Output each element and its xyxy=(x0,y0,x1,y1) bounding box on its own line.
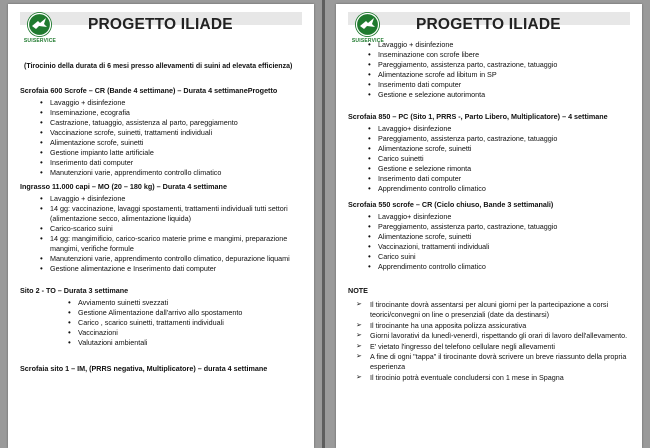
section-title: Scrofaia 850 – PC (Sito 1, PRRS -, Parto Libero, Multiplicatore) – 4 settimane xyxy=(348,112,608,121)
list-item: • Gestione e selezione autorimonta xyxy=(368,90,632,100)
section-scrofaia-sito-1 xyxy=(20,364,304,374)
page-title: PROGETTO ILIADE xyxy=(416,16,561,33)
list-item: • Alimentazione scrofe, suinetti xyxy=(368,144,632,154)
list-item: • Lavaggio+ disinfezione xyxy=(368,212,632,222)
list-item: • Inseminazione, ecografia xyxy=(40,108,304,118)
note-item: ➢ Giorni lavorativi da lunedì-venerdì, rispettando gli orari di lavoro dell'allevamento. xyxy=(356,331,632,341)
document-page-left xyxy=(8,4,314,448)
list-item: • Valutazioni ambientali xyxy=(68,338,304,348)
list-item: • Gestione alimentazione e Inserimento dati computer xyxy=(40,264,304,274)
list-item: • Manutenzioni varie, apprendimento controllo climatico xyxy=(40,168,304,178)
list-item: • Vaccinazioni, trattamenti individuali xyxy=(368,242,632,252)
note-item: ➢ Il tirocinante ha una apposita polizza assicurativa xyxy=(356,321,632,331)
list-item: • Vaccinazioni xyxy=(68,328,304,338)
list-item: • Vaccinazione scrofe, suinetti, trattamenti individuali xyxy=(40,128,304,138)
list-item: • 14 gg: vaccinazione, lavaggi spostamenti, trattamenti individuali tutti settori (alimentazione secco, alimentazione liquida) xyxy=(40,204,304,224)
list-item: • Carico suini xyxy=(368,252,632,262)
list-item: • 14 gg: mangimificio, carico-scarico materie prime e mangimi, preparazione mangimi, verifiche formule xyxy=(40,234,304,254)
notes-title: NOTE xyxy=(348,286,368,295)
list-item: • Inserimento dati computer xyxy=(40,158,304,168)
list-item: • Lavaggio + disinfezione xyxy=(368,40,632,50)
list-item: • Avviamento suinetti svezzati xyxy=(68,298,304,308)
note-item: ➢ Il tirocinio potrà eventuale concludersi con 1 mese in Spagna xyxy=(356,373,632,383)
logo-text: SUISERVICE xyxy=(351,38,385,44)
list-item: • Inserimento dati computer xyxy=(368,174,632,184)
note-item: ➢ A fine di ogni "tappa" il tirocinante dovrà scrivere un breve riassunto della propria esperienza xyxy=(356,352,632,372)
list-item: • Pareggiamento, assistenza parto, castrazione, tatuaggio xyxy=(368,134,632,144)
logo-text: SUISERVICE xyxy=(23,38,57,44)
page-title: PROGETTO ILIADE xyxy=(88,16,233,33)
list-item: • Inserimento dati computer xyxy=(368,80,632,90)
section-title: Ingrasso 11.000 capi – MO (20 – 180 kg) – Durata 4 settimane xyxy=(20,182,227,191)
list-item: • Alimentazione scrofe, suinetti xyxy=(40,138,304,148)
list-item: • Alimentazione scrofe ad libitum in SP xyxy=(368,70,632,80)
list-item: • Carico suinetti xyxy=(368,154,632,164)
suiservice-logo xyxy=(22,12,58,56)
list-item: • Inseminazione con scrofe libere xyxy=(368,50,632,60)
notes-section xyxy=(348,286,632,383)
list-item: • Castrazione, tatuaggio, assistenza al parto, pareggiamento xyxy=(40,118,304,128)
note-item: ➢ E' vietato l'ingresso del telefono cellulare negli allevamenti xyxy=(356,342,632,352)
list-item: • Gestione e selezione rimonta xyxy=(368,164,632,174)
list-item: • Apprendimento controllo climatico xyxy=(368,262,632,272)
list-item: • Apprendimento controllo climatico xyxy=(368,184,632,194)
section-scrofaia-550 xyxy=(348,200,632,272)
list-item: • Lavaggio + disinfezione xyxy=(40,98,304,108)
section-scrofaia-850 xyxy=(348,112,632,194)
page-content xyxy=(348,40,632,383)
section-scrofaia-600 xyxy=(20,86,304,178)
section-title: Sito 2 - TO – Durata 3 settimane xyxy=(20,286,129,295)
section-title: Scrofaia 600 Scrofe – CR (Bande 4 settimane) – Durata 4 settimaneProgetto xyxy=(20,86,278,95)
list-item: • Carico-scarico suini xyxy=(40,224,304,234)
intro-text: (Tirocinio della durata di 6 mesi presso allevamenti di suini ad elevata efficienza) xyxy=(24,63,293,70)
section-title: Scrofaia sito 1 – IM, (PRRS negativa, Multiplicatore) – durata 4 settimane xyxy=(20,364,268,373)
list-item: • Gestione impianto latte artificiale xyxy=(40,148,304,158)
list-item: • Pareggiamento, assistenza parto, castrazione, tatuaggio xyxy=(368,222,632,232)
list-item: • Gestione Alimentazione dall'arrivo allo spostamento xyxy=(68,308,304,318)
list-item: • Alimentazione scrofe, suinetti xyxy=(368,232,632,242)
section-ingrasso xyxy=(20,182,304,274)
list-item: • Pareggiamento, assistenza parto, castrazione, tatuaggio xyxy=(368,60,632,70)
document-page-right xyxy=(336,4,642,448)
pig-icon xyxy=(27,12,52,37)
section-title: Scrofaia 550 scrofe – CR (Ciclo chiuso, Bande 3 settimanali) xyxy=(348,200,554,209)
page-divider xyxy=(322,0,325,448)
section-sito-2 xyxy=(20,286,304,348)
list-item: • Lavaggio+ disinfezione xyxy=(368,124,632,134)
continued-list xyxy=(348,40,632,100)
list-item: • Manutenzioni varie, apprendimento controllo climatico, depurazione liquami xyxy=(40,254,304,264)
note-item: ➢ Il tirocinante dovrà assentarsi per alcuni giorni per la partecipazione a corsi teorici/convegni on line o presenziali (date da destinarsi) xyxy=(356,300,632,320)
list-item: • Carico , scarico suinetti, trattamenti individuali xyxy=(68,318,304,328)
page-content xyxy=(20,62,304,374)
pig-icon xyxy=(355,12,380,37)
list-item: • Lavaggio + disinfezione xyxy=(40,194,304,204)
